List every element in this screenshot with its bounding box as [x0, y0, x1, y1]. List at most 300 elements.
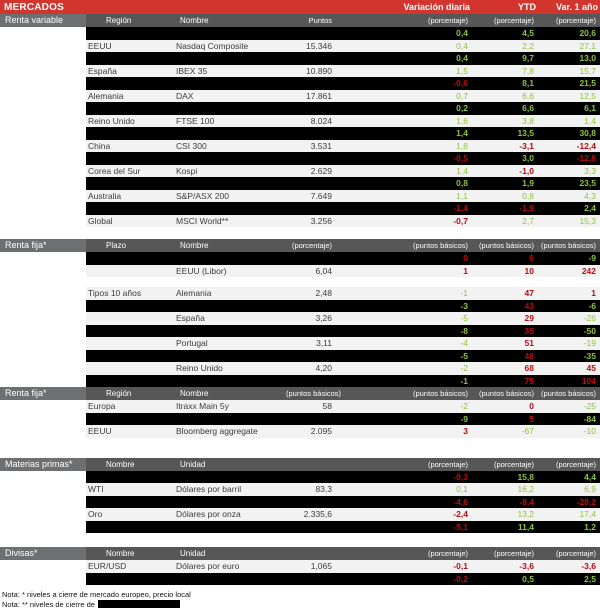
- cell-points: [286, 102, 332, 115]
- row-left-spacer: [0, 560, 86, 573]
- column-header: Puntos: [308, 16, 332, 25]
- row-body: [86, 190, 600, 203]
- cell-region: EEUU: [88, 426, 112, 436]
- column-header: Región: [106, 16, 132, 25]
- cell-ytd: 6: [529, 253, 534, 263]
- cell-region: Alemania: [88, 90, 124, 101]
- cell-region: [86, 375, 176, 388]
- cell-region: Europa: [88, 401, 116, 411]
- cell-var-diaria: -1,4: [453, 203, 468, 213]
- cell-var-diaria: -0,6: [453, 78, 468, 88]
- redacted-row: [0, 521, 600, 534]
- cell-var-1y: 3,3: [584, 165, 596, 176]
- cell-points: [286, 350, 332, 363]
- cell-var-1y: -19: [583, 338, 596, 348]
- row-body: [86, 215, 600, 228]
- row-left-spacer: [0, 483, 86, 496]
- row-body: [86, 90, 600, 103]
- row-left-spacer: [0, 127, 86, 140]
- cell-name: [176, 496, 286, 509]
- row-body: [86, 312, 600, 325]
- cell-var-1y: 21,5: [579, 78, 596, 88]
- section-header-row: [0, 239, 600, 252]
- cell-var-diaria: 0: [463, 253, 468, 263]
- column-header-ytd: YTD: [518, 2, 536, 12]
- cell-ytd: 2,7: [522, 215, 534, 226]
- row-body: [86, 287, 600, 300]
- cell-var-diaria: 0,4: [456, 28, 468, 38]
- cell-name: EEUU (Libor): [176, 265, 227, 276]
- cell-points: 3.531: [310, 140, 332, 151]
- cell-name: [176, 77, 286, 90]
- cell-ytd: 4,5: [522, 28, 534, 38]
- cell-points: [286, 177, 332, 190]
- redacted-row: [0, 325, 600, 338]
- cell-var-1y: -50: [583, 325, 596, 336]
- cell-var-1y: -10: [583, 426, 596, 436]
- column-header: (puntos básicos): [540, 389, 596, 398]
- column-header: (porcentaje): [291, 241, 332, 250]
- column-header: (puntos básicos): [412, 241, 468, 250]
- cell-ytd: 5: [529, 413, 534, 424]
- cell-ytd: 0,5: [522, 573, 534, 584]
- row-left-spacer: [0, 190, 86, 203]
- cell-var-diaria: -0,7: [453, 215, 468, 226]
- section-header-row: [0, 387, 600, 400]
- cell-var-1y: 6,1: [584, 103, 596, 113]
- cell-var-diaria: 1: [463, 265, 468, 276]
- cell-var-1y: -3,6: [581, 561, 596, 571]
- column-header: (puntos básicos): [478, 241, 534, 250]
- cell-points: [286, 375, 332, 388]
- row-body: [86, 483, 600, 496]
- cell-var-1y: 20,6: [579, 28, 596, 38]
- row-left-spacer: [0, 413, 86, 426]
- cell-var-1y: 2,4: [584, 203, 596, 213]
- cell-region: [86, 177, 176, 190]
- cell-ytd: 51: [524, 338, 534, 348]
- row-body: [86, 65, 600, 78]
- cell-var-diaria: -0,5: [453, 153, 468, 163]
- cell-points: 3,11: [316, 338, 332, 348]
- cell-region: EUR/USD: [88, 561, 127, 571]
- cell-points: 58: [322, 401, 332, 411]
- row-left-spacer: [0, 265, 86, 278]
- cell-region: [86, 202, 176, 215]
- row-body: [86, 77, 600, 90]
- section: [0, 387, 600, 438]
- redacted-row: [0, 413, 600, 426]
- column-header: (puntos básicos): [540, 241, 596, 250]
- redaction-bar: [98, 600, 180, 608]
- cell-name: Alemania: [176, 288, 212, 298]
- column-header: (puntos básicos): [412, 389, 468, 398]
- cell-var-diaria: 0,4: [456, 40, 468, 51]
- table-row: [0, 40, 600, 53]
- section-label: Renta fija*: [0, 387, 86, 400]
- cell-region: [86, 52, 176, 65]
- redacted-row: [0, 375, 600, 388]
- column-header-variacion-diaria: Variación diaria: [403, 2, 470, 12]
- cell-ytd: 48: [524, 350, 534, 361]
- cell-region: Tipos 10 años: [88, 288, 142, 298]
- cell-ytd: -8,4: [519, 496, 534, 507]
- note-asterisk: Nota: * niveles a cierre de mercado europeo, precio local: [2, 590, 191, 599]
- cell-points: 83,3: [315, 484, 332, 494]
- cell-var-1y: -9: [588, 253, 596, 263]
- row-body: [86, 102, 600, 115]
- markets-header-bar: [0, 0, 600, 14]
- row-left-spacer: [0, 325, 86, 338]
- section-label: Materias primas*: [0, 458, 86, 471]
- section: [0, 14, 600, 227]
- cell-var-diaria: -5,1: [453, 521, 468, 532]
- cell-ytd: 3,0: [522, 153, 534, 163]
- cell-name: FTSE 100: [176, 115, 215, 126]
- section: [0, 547, 600, 585]
- cell-ytd: 7,8: [522, 65, 534, 76]
- cell-points: [286, 152, 332, 165]
- cell-points: [286, 77, 332, 90]
- row-body: [86, 325, 600, 338]
- cell-var-1y: 15,7: [579, 65, 596, 76]
- cell-ytd: 13,5: [517, 128, 534, 138]
- cell-var-1y: 4,3: [584, 190, 596, 201]
- row-left-spacer: [0, 471, 86, 484]
- redacted-row: [0, 350, 600, 363]
- cell-var-diaria: 1,4: [456, 128, 468, 138]
- row-left-spacer: [0, 202, 86, 215]
- note-double-asterisk: Nota: ** niveles de cierre de: [2, 600, 600, 608]
- redacted-row: [0, 177, 600, 190]
- row-left-spacer: [0, 215, 86, 228]
- cell-var-1y: 45: [586, 363, 596, 373]
- row-body: [86, 40, 600, 53]
- row-body: [86, 560, 600, 573]
- cell-region: [86, 337, 176, 350]
- row-body: [86, 521, 600, 534]
- section-header-row: [0, 14, 600, 27]
- cell-var-diaria: -5: [460, 350, 468, 361]
- cell-points: 1,065: [310, 561, 332, 571]
- cell-var-diaria: -0,1: [453, 561, 468, 571]
- redacted-row: [0, 127, 600, 140]
- cell-var-1y: 4,4: [584, 471, 596, 482]
- redacted-row: [0, 202, 600, 215]
- cell-var-1y: 6,9: [584, 484, 596, 494]
- notes: [0, 590, 600, 608]
- cell-var-diaria: 1,6: [456, 115, 468, 126]
- table-row: [0, 337, 600, 350]
- cell-name: Dólares por euro: [176, 561, 240, 571]
- cell-points: [286, 573, 332, 586]
- column-header: (puntos básicos): [478, 389, 534, 398]
- table-row: [0, 425, 600, 438]
- cell-region: [86, 300, 176, 313]
- cell-var-diaria: 1,5: [456, 65, 468, 76]
- sections-container: [0, 14, 600, 585]
- table-row: [0, 90, 600, 103]
- cell-name: IBEX 35: [176, 65, 208, 76]
- redacted-row: [0, 471, 600, 484]
- cell-region: [86, 350, 176, 363]
- cell-points: [286, 471, 332, 484]
- table-row: [0, 65, 600, 78]
- page-title: MERCADOS: [4, 1, 64, 13]
- row-left-spacer: [0, 508, 86, 521]
- column-header: (puntos básicos): [286, 389, 342, 398]
- cell-region: WTI: [88, 484, 104, 494]
- cell-var-1y: -84: [583, 413, 596, 424]
- column-header: Plazo: [106, 241, 127, 250]
- cell-name: Itraxx Main 5y: [176, 401, 229, 411]
- cell-points: [286, 202, 332, 215]
- cell-var-diaria: -8: [460, 325, 468, 336]
- cell-name: [176, 27, 286, 40]
- cell-ytd: 10: [524, 265, 534, 276]
- row-left-spacer: [0, 27, 86, 40]
- cell-var-1y: 15,3: [579, 215, 596, 226]
- section: [0, 239, 600, 387]
- row-left-spacer: [0, 400, 86, 413]
- column-header: [286, 458, 332, 471]
- row-body: [86, 202, 600, 215]
- section-header-row: [0, 547, 600, 560]
- cell-ytd: 3,8: [522, 115, 534, 126]
- cell-points: [286, 127, 332, 140]
- redacted-row: [0, 77, 600, 90]
- cell-ytd: 75: [524, 375, 534, 386]
- cell-var-1y: 104: [581, 375, 596, 386]
- cell-name: [176, 521, 286, 534]
- cell-var-diaria: 1,8: [456, 140, 468, 151]
- cell-var-diaria: 1,4: [456, 165, 468, 176]
- row-left-spacer: [0, 90, 86, 103]
- table-row: [0, 287, 600, 300]
- cell-var-diaria: -3: [460, 300, 468, 311]
- cell-var-diaria: -0,2: [453, 573, 468, 584]
- section-column-headers: [86, 239, 600, 252]
- cell-ytd: 15,8: [517, 471, 534, 482]
- cell-points: 2.629: [310, 165, 332, 176]
- row-left-spacer: [0, 337, 86, 350]
- redacted-row: [0, 573, 600, 586]
- cell-points: [286, 325, 332, 338]
- cell-var-diaria: 1,1: [456, 190, 468, 201]
- table-row: [0, 362, 600, 375]
- cell-name: Portugal: [176, 338, 208, 348]
- cell-name: [176, 350, 286, 363]
- row-left-spacer: [0, 52, 86, 65]
- cell-region: Reino Unido: [88, 115, 135, 126]
- cell-name: Dólares por barril: [176, 484, 242, 494]
- cell-var-1y: 242: [581, 265, 596, 276]
- row-body: [86, 573, 600, 586]
- column-header: (porcentaje): [427, 16, 468, 25]
- row-left-spacer: [0, 300, 86, 313]
- cell-name: [176, 300, 286, 313]
- cell-var-diaria: 0,1: [456, 484, 468, 494]
- cell-region: [86, 252, 176, 265]
- column-header: (porcentaje): [493, 16, 534, 25]
- table-row: [0, 312, 600, 325]
- column-header: (porcentaje): [427, 459, 468, 469]
- cell-name: [176, 127, 286, 140]
- column-header: (porcentaje): [493, 459, 534, 469]
- cell-ytd: 16,2: [517, 484, 534, 494]
- cell-ytd: 43: [524, 300, 534, 311]
- row-body: [86, 413, 600, 426]
- cell-points: 2,48: [315, 288, 332, 298]
- column-header: Nombre: [180, 16, 209, 25]
- cell-region: [86, 325, 176, 338]
- cell-var-1y: 1,4: [584, 115, 596, 126]
- cell-ytd: -3,1: [519, 140, 534, 151]
- cell-ytd: -3,6: [519, 561, 534, 571]
- cell-points: [286, 27, 332, 40]
- cell-ytd: 0: [529, 401, 534, 411]
- cell-region: [86, 265, 176, 278]
- cell-name: [176, 325, 286, 338]
- cell-var-1y: 13,0: [579, 53, 596, 63]
- row-left-spacer: [0, 496, 86, 509]
- cell-region: Oro: [88, 509, 103, 519]
- cell-var-1y: -12,8: [576, 153, 596, 163]
- cell-region: Corea del Sur: [88, 165, 141, 176]
- cell-points: 7.649: [310, 190, 332, 201]
- cell-var-diaria: -1: [460, 375, 468, 386]
- cell-region: Global: [88, 215, 113, 226]
- cell-ytd: 0,8: [522, 190, 534, 201]
- cell-var-diaria: 0,7: [456, 90, 468, 101]
- row-body: [86, 152, 600, 165]
- cell-var-diaria: -2: [460, 363, 468, 373]
- row-body: [86, 496, 600, 509]
- cell-name: CSI 300: [176, 140, 207, 151]
- table-row: [0, 483, 600, 496]
- cell-points: [286, 52, 332, 65]
- cell-ytd: 35: [524, 325, 534, 336]
- row-left-spacer: [0, 350, 86, 363]
- cell-var-diaria: 3: [463, 426, 468, 436]
- cell-var-1y: 30,8: [579, 128, 596, 138]
- column-header: Unidad: [180, 459, 206, 469]
- column-header: Nombre: [106, 549, 135, 558]
- row-body: [86, 27, 600, 40]
- cell-name: [176, 471, 286, 484]
- row-left-spacer: [0, 152, 86, 165]
- cell-name: España: [176, 313, 205, 323]
- cell-region: [86, 152, 176, 165]
- cell-region: [86, 127, 176, 140]
- cell-points: 10.890: [306, 65, 332, 76]
- row-left-spacer: [0, 521, 86, 534]
- cell-ytd: 29: [524, 313, 534, 323]
- column-header: [286, 547, 332, 560]
- redacted-row: [0, 252, 600, 265]
- cell-region: [86, 496, 176, 509]
- section: [0, 458, 600, 534]
- cell-var-diaria: -5: [460, 313, 468, 323]
- cell-region: [86, 471, 176, 484]
- row-body: [86, 52, 600, 65]
- section-column-headers: [86, 387, 600, 400]
- column-header: Nombre: [106, 459, 135, 469]
- cell-var-diaria: -0,3: [453, 471, 468, 482]
- row-left-spacer: [0, 573, 86, 586]
- cell-var-diaria: -9: [460, 413, 468, 424]
- row-left-spacer: [0, 362, 86, 375]
- column-header: Unidad: [180, 549, 206, 558]
- section-column-headers: [86, 547, 600, 560]
- cell-name: DAX: [176, 90, 194, 101]
- table-row: [0, 190, 600, 203]
- cell-name: Bloomberg aggregate: [176, 426, 258, 436]
- cell-var-1y: -12,4: [576, 140, 596, 151]
- row-body: [86, 362, 600, 375]
- cell-points: [286, 413, 332, 426]
- table-row: [0, 508, 600, 521]
- cell-name: [176, 252, 286, 265]
- cell-var-1y: -6: [588, 300, 596, 311]
- row-body: [86, 350, 600, 363]
- cell-name: [176, 413, 286, 426]
- table-row: [0, 400, 600, 413]
- cell-var-diaria: -2: [460, 401, 468, 411]
- row-body: [86, 425, 600, 438]
- cell-name: [176, 177, 286, 190]
- cell-var-1y: 27,1: [579, 40, 596, 51]
- cell-ytd: 13,2: [517, 509, 534, 519]
- cell-var-1y: -25: [583, 401, 596, 411]
- cell-name: [176, 375, 286, 388]
- cell-name: [176, 202, 286, 215]
- cell-points: 17.861: [306, 90, 332, 101]
- row-body: [86, 300, 600, 313]
- column-header: (porcentaje): [493, 549, 534, 558]
- redacted-row: [0, 27, 600, 40]
- cell-name: [176, 573, 286, 586]
- cell-name: Dólares por onza: [176, 509, 241, 519]
- cell-points: [286, 300, 332, 313]
- row-body: [86, 127, 600, 140]
- row-left-spacer: [0, 140, 86, 153]
- cell-var-diaria: 0,8: [456, 178, 468, 188]
- cell-name: Kospi: [176, 165, 198, 176]
- cell-ytd: -67: [521, 426, 534, 436]
- row-body: [86, 471, 600, 484]
- cell-points: [286, 496, 332, 509]
- cell-var-1y: -26: [583, 313, 596, 323]
- cell-var-1y: 1: [591, 288, 596, 298]
- cell-ytd: 1,9: [522, 178, 534, 188]
- cell-name: [176, 152, 286, 165]
- column-header: (porcentaje): [555, 16, 596, 25]
- section-label: Renta variable: [0, 14, 86, 27]
- cell-region: EEUU: [88, 40, 112, 51]
- section-label: Divisas*: [0, 547, 86, 560]
- cell-points: 6,04: [315, 265, 332, 276]
- cell-points: 15.346: [306, 40, 332, 51]
- section-label: Renta fija*: [0, 239, 86, 252]
- column-header-var-1-ano: Var. 1 año: [555, 2, 598, 12]
- cell-ytd: 2,2: [522, 40, 534, 51]
- redacted-row: [0, 300, 600, 313]
- section-column-headers: [86, 458, 600, 471]
- cell-ytd: 6,6: [522, 90, 534, 101]
- column-header: (porcentaje): [555, 549, 596, 558]
- row-left-spacer: [0, 102, 86, 115]
